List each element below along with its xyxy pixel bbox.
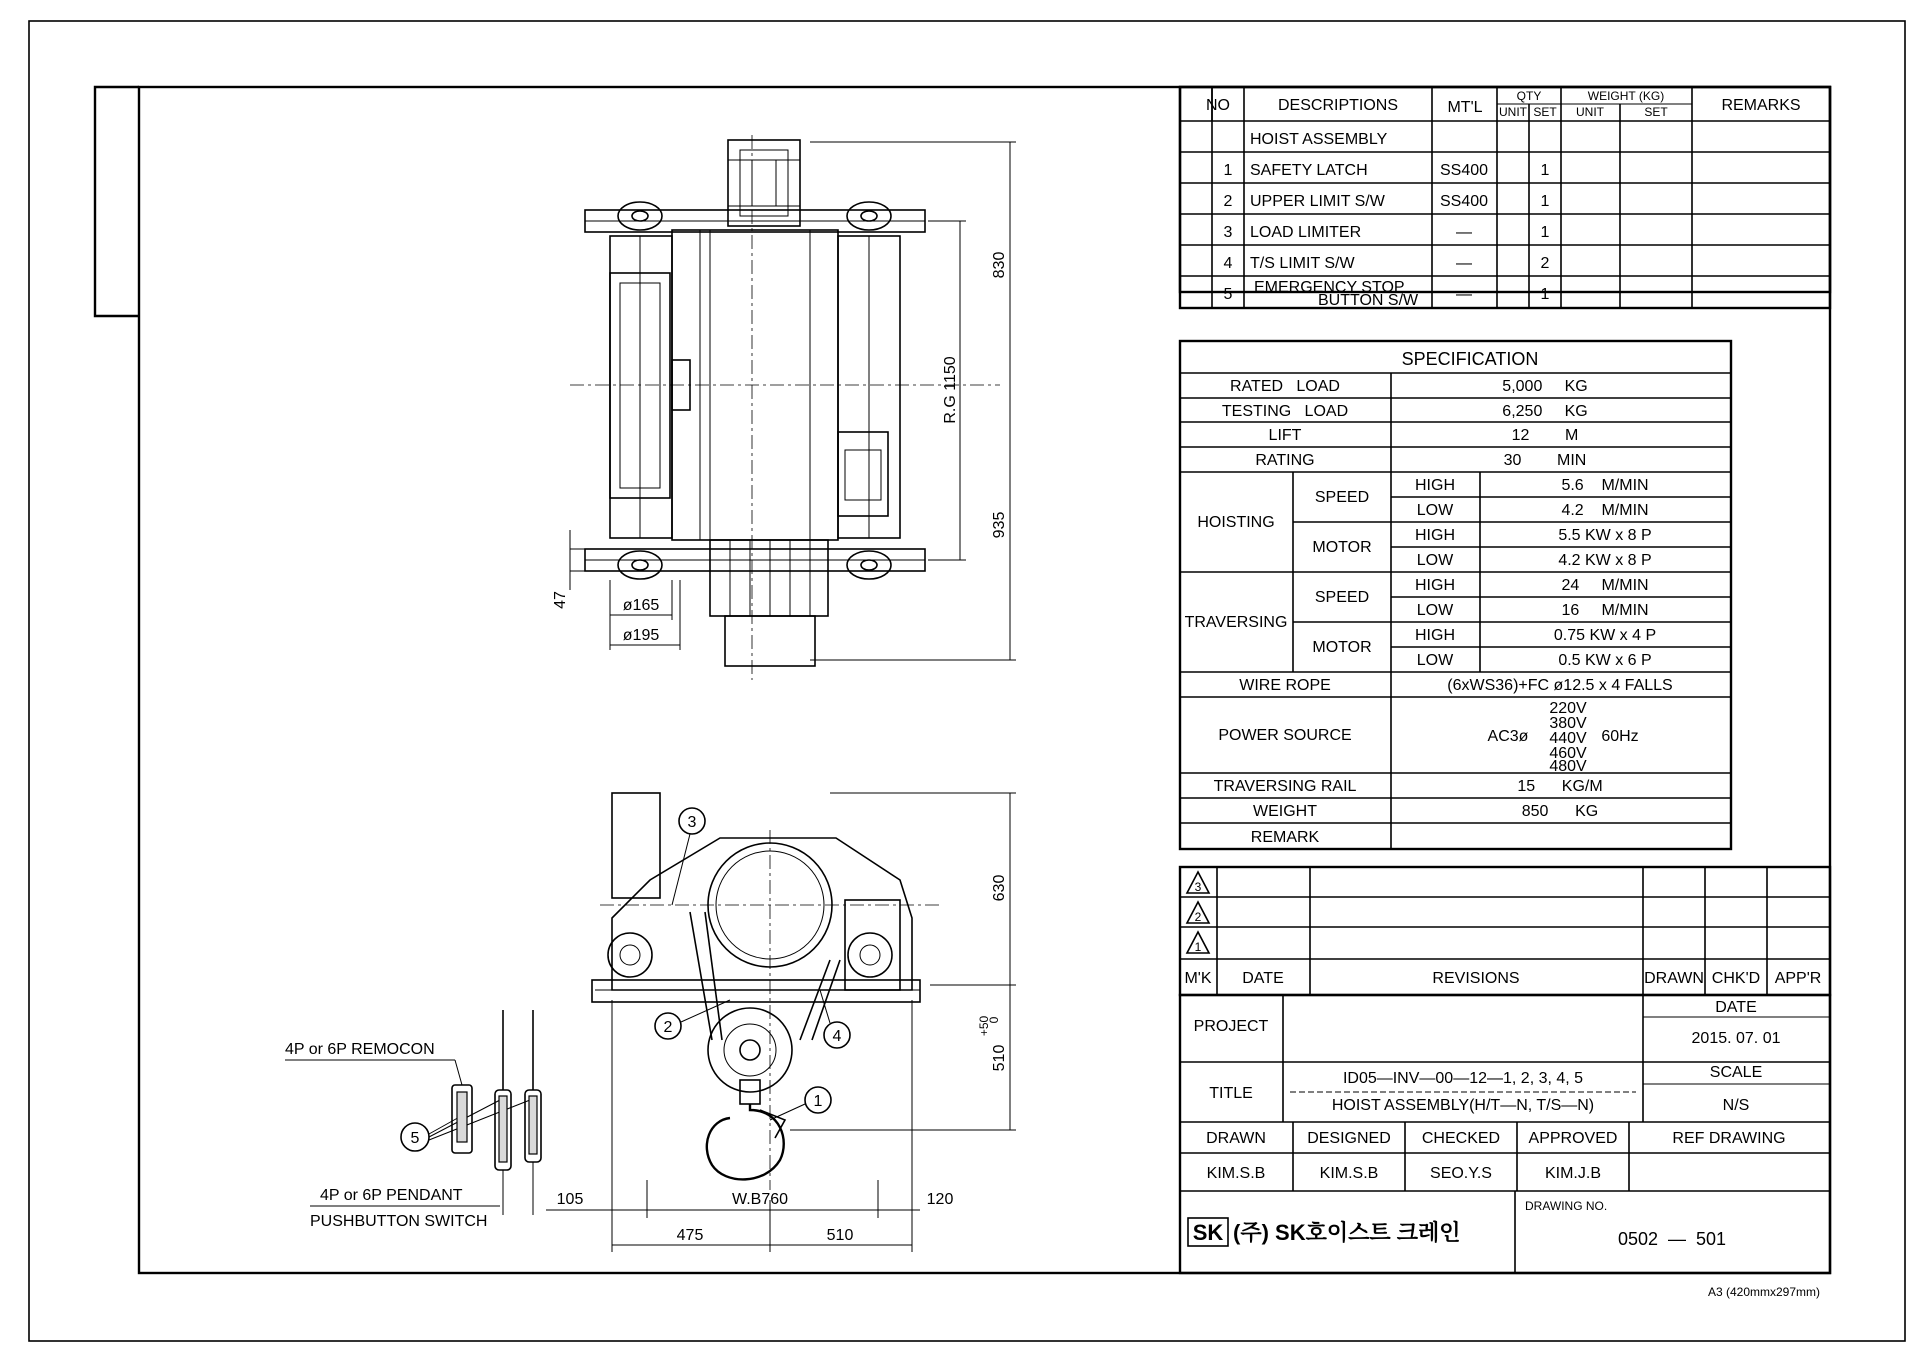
dim-510-tolerance-2: 0 xyxy=(987,1016,1001,1024)
row-no: 1 xyxy=(1223,162,1233,179)
th-descriptions: DESCRIPTIONS xyxy=(1277,97,1399,114)
row-desc: UPPER LIMIT S/W xyxy=(1250,193,1385,210)
spec-hoist-speed-high: 5.6 M/MIN xyxy=(1561,477,1649,494)
spec-low: LOW xyxy=(1416,602,1454,619)
revision-mark-label: 3 xyxy=(1194,880,1202,894)
row-desc: LOAD LIMITER xyxy=(1250,224,1362,241)
spec-power-hz: 60Hz xyxy=(1601,728,1639,745)
dim-47: 47 xyxy=(552,591,569,609)
row-qty: 2 xyxy=(1540,255,1550,272)
tb-project-label: PROJECT xyxy=(1193,1018,1269,1035)
table-row xyxy=(1250,131,1388,148)
spec-hoist-motor-high: 5.5 KW x 8 P xyxy=(1558,527,1652,544)
table-row xyxy=(1224,224,1550,241)
tb-drawn-label: DRAWN xyxy=(1206,1130,1266,1147)
th-material: MT'L xyxy=(1447,99,1483,116)
tb-checked-label: CHECKED xyxy=(1421,1130,1501,1147)
dim-510-horizontal: 510 xyxy=(826,1227,854,1244)
spec-rated-load: 5,000 KG xyxy=(1502,378,1588,395)
spec-rating: 30 MIN xyxy=(1503,452,1587,469)
spec-testing-load-label: TESTING LOAD xyxy=(1221,403,1349,420)
spec-voltage: 220V xyxy=(1549,700,1587,717)
row-desc: SAFETY LATCH xyxy=(1250,162,1368,179)
tb-approved-label: APPROVED xyxy=(1528,1130,1618,1147)
balloon-label: 4 xyxy=(832,1028,842,1045)
spec-hoisting: HOISTING xyxy=(1197,514,1275,531)
th-weight: WEIGHT (KG) xyxy=(1587,89,1665,103)
revision-block xyxy=(1180,867,1830,995)
spec-wire-rope-label: WIRE ROPE xyxy=(1239,677,1331,694)
tb-ref-drawing-label: REF DRAWING xyxy=(1672,1130,1786,1147)
rev-drawn-label: DRAWN xyxy=(1644,970,1704,987)
rev-revisions-label: REVISIONS xyxy=(1432,970,1520,987)
tb-scale-label: SCALE xyxy=(1709,1064,1763,1081)
spec-high: HIGH xyxy=(1415,527,1455,544)
row-mtl: — xyxy=(1456,286,1472,303)
side-view-hoist xyxy=(285,793,1016,1252)
row-desc: T/S LIMIT S/W xyxy=(1250,255,1355,272)
row-mtl: SS400 xyxy=(1439,162,1489,179)
spec-hoist-motor-low: 4.2 KW x 8 P xyxy=(1558,552,1652,569)
table-row xyxy=(1224,193,1550,210)
balloon-label: 3 xyxy=(687,814,697,831)
row-no: 4 xyxy=(1223,255,1233,272)
spec-trav-motor-low: 0.5 KW x 6 P xyxy=(1558,652,1652,669)
spec-trav-speed-high: 24 M/MIN xyxy=(1561,577,1649,594)
tb-scale: N/S xyxy=(1722,1097,1750,1114)
row-desc: HOIST ASSEMBLY xyxy=(1250,131,1388,148)
tb-title-line-2: HOIST ASSEMBLY(H/T—N, T/S—N) xyxy=(1331,1097,1595,1114)
remocon-label: 4P or 6P REMOCON xyxy=(285,1041,435,1058)
revision-mark-label: 1 xyxy=(1194,940,1202,954)
rev-mk-label: M'K xyxy=(1184,970,1212,987)
spec-wire-rope: (6xWS36)+FC ø12.5 x 4 FALLS xyxy=(1447,677,1673,694)
row-no: 3 xyxy=(1223,224,1233,241)
specification-table xyxy=(1180,341,1731,849)
spec-testing-load: 6,250 KG xyxy=(1502,403,1588,420)
pendant-label-2: PUSHBUTTON SWITCH xyxy=(310,1213,488,1230)
balloon-1 xyxy=(770,1087,831,1120)
dim-rail-gauge: R.G 1150 xyxy=(942,356,959,424)
spec-voltage: 380V xyxy=(1549,715,1587,732)
parts-table xyxy=(1180,87,1830,309)
row-qty: 1 xyxy=(1540,193,1550,210)
dim-510-tolerance: +50 xyxy=(977,1015,991,1037)
dim-105: 105 xyxy=(556,1191,584,1208)
row-qty: 1 xyxy=(1540,162,1550,179)
th-remarks: REMARKS xyxy=(1721,97,1801,114)
tb-designed: KIM.S.B xyxy=(1319,1165,1379,1182)
revision-mark-label: 2 xyxy=(1194,910,1202,924)
spec-high: HIGH xyxy=(1415,477,1455,494)
dim-phi195: ø195 xyxy=(622,627,660,644)
th-no: NO xyxy=(1206,97,1230,114)
tb-date-label: DATE xyxy=(1715,999,1757,1016)
tb-title-line-1: ID05—INV—00—12—1, 2, 3, 4, 5 xyxy=(1342,1070,1584,1087)
balloon-label: 5 xyxy=(410,1130,420,1147)
spec-rated-load-label: RATED LOAD xyxy=(1230,378,1340,395)
spec-hoist-speed-low: 4.2 M/MIN xyxy=(1561,502,1649,519)
spec-voltage: 480V xyxy=(1549,758,1587,775)
spec-trav-motor-high: 0.75 KW x 4 P xyxy=(1553,627,1657,644)
revision-mark-3 xyxy=(1187,872,1209,894)
row-mtl: — xyxy=(1456,255,1472,272)
revision-mark-2 xyxy=(1187,902,1209,924)
table-row xyxy=(1224,279,1550,309)
row-qty: 1 xyxy=(1540,286,1550,303)
dim-120: 120 xyxy=(926,1191,954,1208)
pendant-label-1: 4P or 6P PENDANT xyxy=(320,1187,463,1204)
spec-traversing-rail: 15 KG/M xyxy=(1517,778,1603,795)
th-qty-unit: UNIT xyxy=(1499,105,1527,119)
spec-traversing-rail-label: TRAVERSING RAIL xyxy=(1213,778,1357,795)
tb-date: 2015. 07. 01 xyxy=(1691,1030,1781,1047)
company-name: (주) SK호이스트 크레인 xyxy=(1233,1220,1461,1245)
tb-designed-label: DESIGNED xyxy=(1307,1130,1391,1147)
spec-trav-speed-low: 16 M/MIN xyxy=(1561,602,1649,619)
spec-trav-motor: MOTOR xyxy=(1312,639,1372,656)
spec-hoist-speed: SPEED xyxy=(1314,489,1370,506)
spec-voltage: 440V xyxy=(1549,730,1587,747)
sheet-size-label: A3 (420mmx297mm) xyxy=(1707,1285,1820,1299)
spec-power-ac: AC3ø xyxy=(1487,728,1529,745)
balloon-label: 2 xyxy=(663,1019,673,1036)
rev-appr-label: APP'R xyxy=(1774,970,1822,987)
balloon-4 xyxy=(820,990,850,1048)
dim-830: 830 xyxy=(991,251,1008,279)
spec-high: HIGH xyxy=(1415,627,1455,644)
th-weight-set: SET xyxy=(1644,105,1668,119)
dim-510-vertical: 510 xyxy=(991,1044,1008,1072)
row-desc-2: BUTTON S/W xyxy=(1318,292,1419,309)
spec-low: LOW xyxy=(1416,502,1454,519)
row-no: 5 xyxy=(1223,286,1233,303)
th-qty-set: SET xyxy=(1533,105,1557,119)
spec-weight-label: WEIGHT xyxy=(1253,803,1317,820)
spec-weight: 850 KG xyxy=(1521,803,1599,820)
tb-title-label: TITLE xyxy=(1209,1085,1253,1102)
title-block xyxy=(1180,995,1830,1273)
dim-935: 935 xyxy=(991,511,1008,539)
pendant-switch-2 xyxy=(525,1010,541,1215)
spec-lift: 12 M xyxy=(1511,427,1579,444)
spec-title: SPECIFICATION xyxy=(1401,349,1539,369)
spec-trav-speed: SPEED xyxy=(1314,589,1370,606)
row-mtl: — xyxy=(1456,224,1472,241)
th-qty: QTY xyxy=(1516,89,1542,103)
rev-date-label: DATE xyxy=(1242,970,1284,987)
spec-low: LOW xyxy=(1416,652,1454,669)
table-row xyxy=(1224,162,1550,179)
dim-phi165: ø165 xyxy=(622,597,660,614)
spec-rating-label: RATING xyxy=(1255,452,1315,469)
dim-475: 475 xyxy=(676,1227,704,1244)
tb-drawing-no-label: DRAWING NO. xyxy=(1525,1199,1608,1213)
balloon-label: 1 xyxy=(813,1093,823,1110)
spec-voltage: 460V xyxy=(1549,745,1587,762)
revision-mark-1 xyxy=(1187,932,1209,954)
company-logo xyxy=(1188,1218,1228,1246)
company-logo-text: SK xyxy=(1192,1220,1224,1245)
spec-power-source-label: POWER SOURCE xyxy=(1218,727,1352,744)
spec-voltages xyxy=(1549,700,1587,775)
row-desc: EMERGENCY STOP xyxy=(1254,279,1405,296)
spec-traversing: TRAVERSING xyxy=(1184,614,1288,631)
spec-low: LOW xyxy=(1416,552,1454,569)
tb-drawn: KIM.S.B xyxy=(1206,1165,1266,1182)
spec-lift-label: LIFT xyxy=(1268,427,1302,444)
frame-tab xyxy=(95,87,139,316)
rev-chkd-label: CHK'D xyxy=(1711,970,1761,987)
table-row xyxy=(1224,255,1550,272)
row-no: 2 xyxy=(1223,193,1233,210)
tb-checked: SEO.Y.S xyxy=(1430,1165,1492,1182)
tb-drawing-no: 0502 — 501 xyxy=(1617,1229,1727,1249)
spec-hoist-motor: MOTOR xyxy=(1312,539,1372,556)
dim-630: 630 xyxy=(991,874,1008,902)
row-mtl: SS400 xyxy=(1439,193,1489,210)
tb-approved: KIM.J.B xyxy=(1544,1165,1602,1182)
top-view-hoist xyxy=(552,135,1016,680)
dim-wheel-base: W.B760 xyxy=(731,1191,789,1208)
th-weight-unit: UNIT xyxy=(1576,105,1604,119)
spec-remark-label: REMARK xyxy=(1250,829,1320,846)
row-qty: 1 xyxy=(1540,224,1550,241)
spec-high: HIGH xyxy=(1415,577,1455,594)
